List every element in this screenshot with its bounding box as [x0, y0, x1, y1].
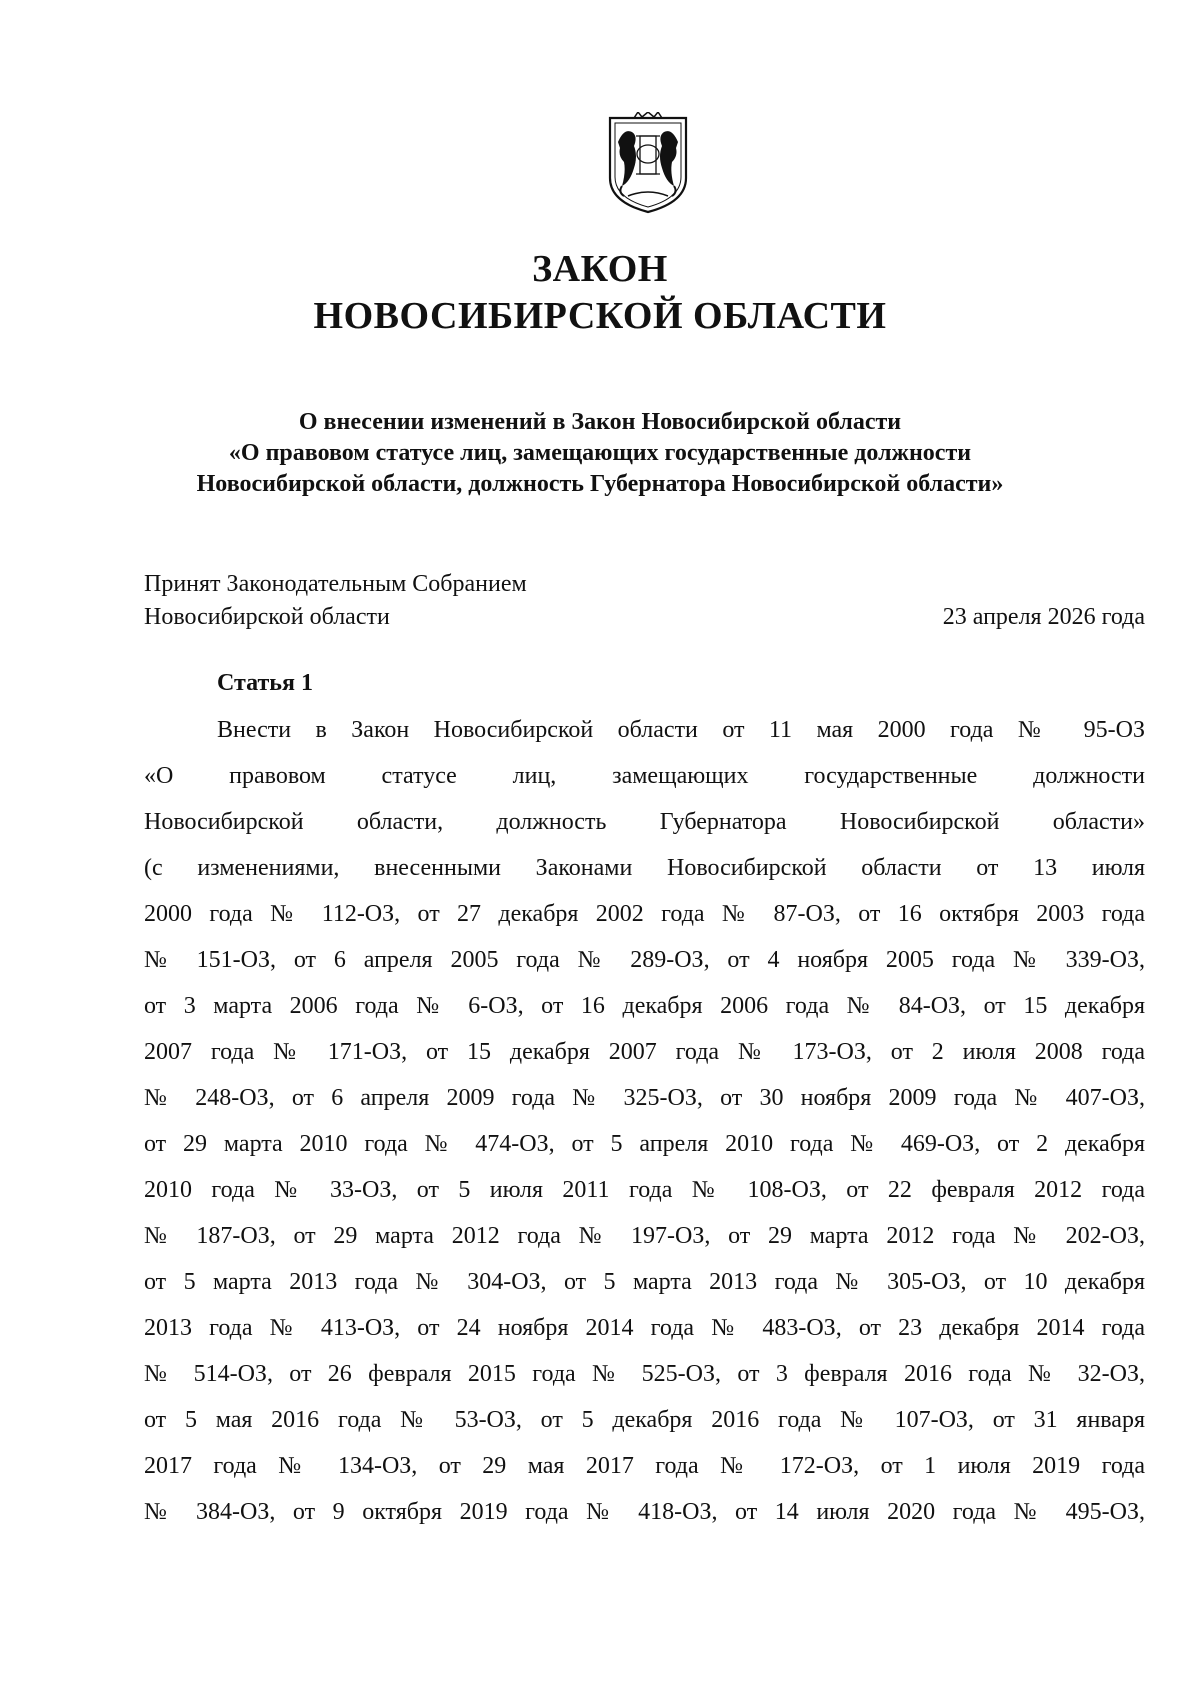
article-text-line: 2007 года № 171-ОЗ, от 15 декабря 2007 года № 173-ОЗ, от 2 июля 2008 года	[144, 1039, 1145, 1065]
article-text-line: 2000 года № 112-ОЗ, от 27 декабря 2002 года № 87-ОЗ, от 16 октября 2003 года	[144, 901, 1145, 927]
coat-of-arms-novosibirsk-icon	[604, 112, 692, 216]
law-subject-line2: «О правовом статусе лиц, замещающих государственные должности	[228, 440, 972, 466]
law-subject-line3: Новосибирской области, должность Губернатора Новосибирской области»	[196, 471, 1004, 497]
article-text-line: 2010 года № 33-ОЗ, от 5 июля 2011 года № 108-ОЗ, от 22 февраля 2012 года	[144, 1177, 1145, 1203]
article-text-line: от 5 марта 2013 года № 304-ОЗ, от 5 марта 2013 года № 305-ОЗ, от 10 декабря	[144, 1269, 1145, 1295]
article-text-line: 2017 года № 134-ОЗ, от 29 мая 2017 года № 172-ОЗ, от 1 июля 2019 года	[144, 1453, 1145, 1479]
article-text-line: Новосибирской области, должность Губернатора Новосибирской области»	[144, 809, 1145, 835]
law-title-line1: ЗАКОН	[532, 248, 668, 290]
article-text-line: № 187-ОЗ, от 29 марта 2012 года № 197-ОЗ, от 29 марта 2012 года № 202-ОЗ,	[144, 1223, 1145, 1249]
article-text-line: № 514-ОЗ, от 26 февраля 2015 года № 525-ОЗ, от 3 февраля 2016 года № 32-ОЗ,	[144, 1361, 1145, 1387]
article-text-line: № 384-ОЗ, от 9 октября 2019 года № 418-ОЗ, от 14 июля 2020 года № 495-ОЗ,	[144, 1499, 1145, 1525]
adoption-body-line2: Новосибирской области	[144, 604, 390, 630]
adoption-body-line1: Принят Законодательным Собранием	[144, 571, 527, 597]
article-text-line: № 248-ОЗ, от 6 апреля 2009 года № 325-ОЗ, от 30 ноября 2009 года № 407-ОЗ,	[144, 1085, 1145, 1111]
article-text-line: от 3 марта 2006 года № 6-ОЗ, от 16 декабря 2006 года № 84-ОЗ, от 15 декабря	[144, 993, 1145, 1019]
article-text-line: 2013 года № 413-ОЗ, от 24 ноября 2014 года № 483-ОЗ, от 23 декабря 2014 года	[144, 1315, 1145, 1341]
article-text-line: «О правовом статусе лиц, замещающих государственные должности	[144, 763, 1145, 789]
article-text-line: от 29 марта 2010 года № 474-ОЗ, от 5 апреля 2010 года № 469-ОЗ, от 2 декабря	[144, 1131, 1145, 1157]
article-text-line: от 5 мая 2016 года № 53-ОЗ, от 5 декабря 2016 года № 107-ОЗ, от 31 января	[144, 1407, 1145, 1433]
article-text-line: Внести в Закон Новосибирской области от 11 мая 2000 года № 95-ОЗ	[217, 717, 1145, 743]
law-subject-line1: О внесении изменений в Закон Новосибирской области	[298, 409, 902, 435]
adoption-date: 23 апреля 2026 года	[942, 604, 1145, 630]
article-text-line: № 151-ОЗ, от 6 апреля 2005 года № 289-ОЗ, от 4 ноября 2005 года № 339-ОЗ,	[144, 947, 1145, 973]
article-heading: Статья 1	[217, 670, 313, 696]
law-title-line2: НОВОСИБИРСКОЙ ОБЛАСТИ	[313, 295, 887, 337]
article-text-line: (с изменениями, внесенными Законами Новосибирской области от 13 июля	[144, 855, 1145, 881]
